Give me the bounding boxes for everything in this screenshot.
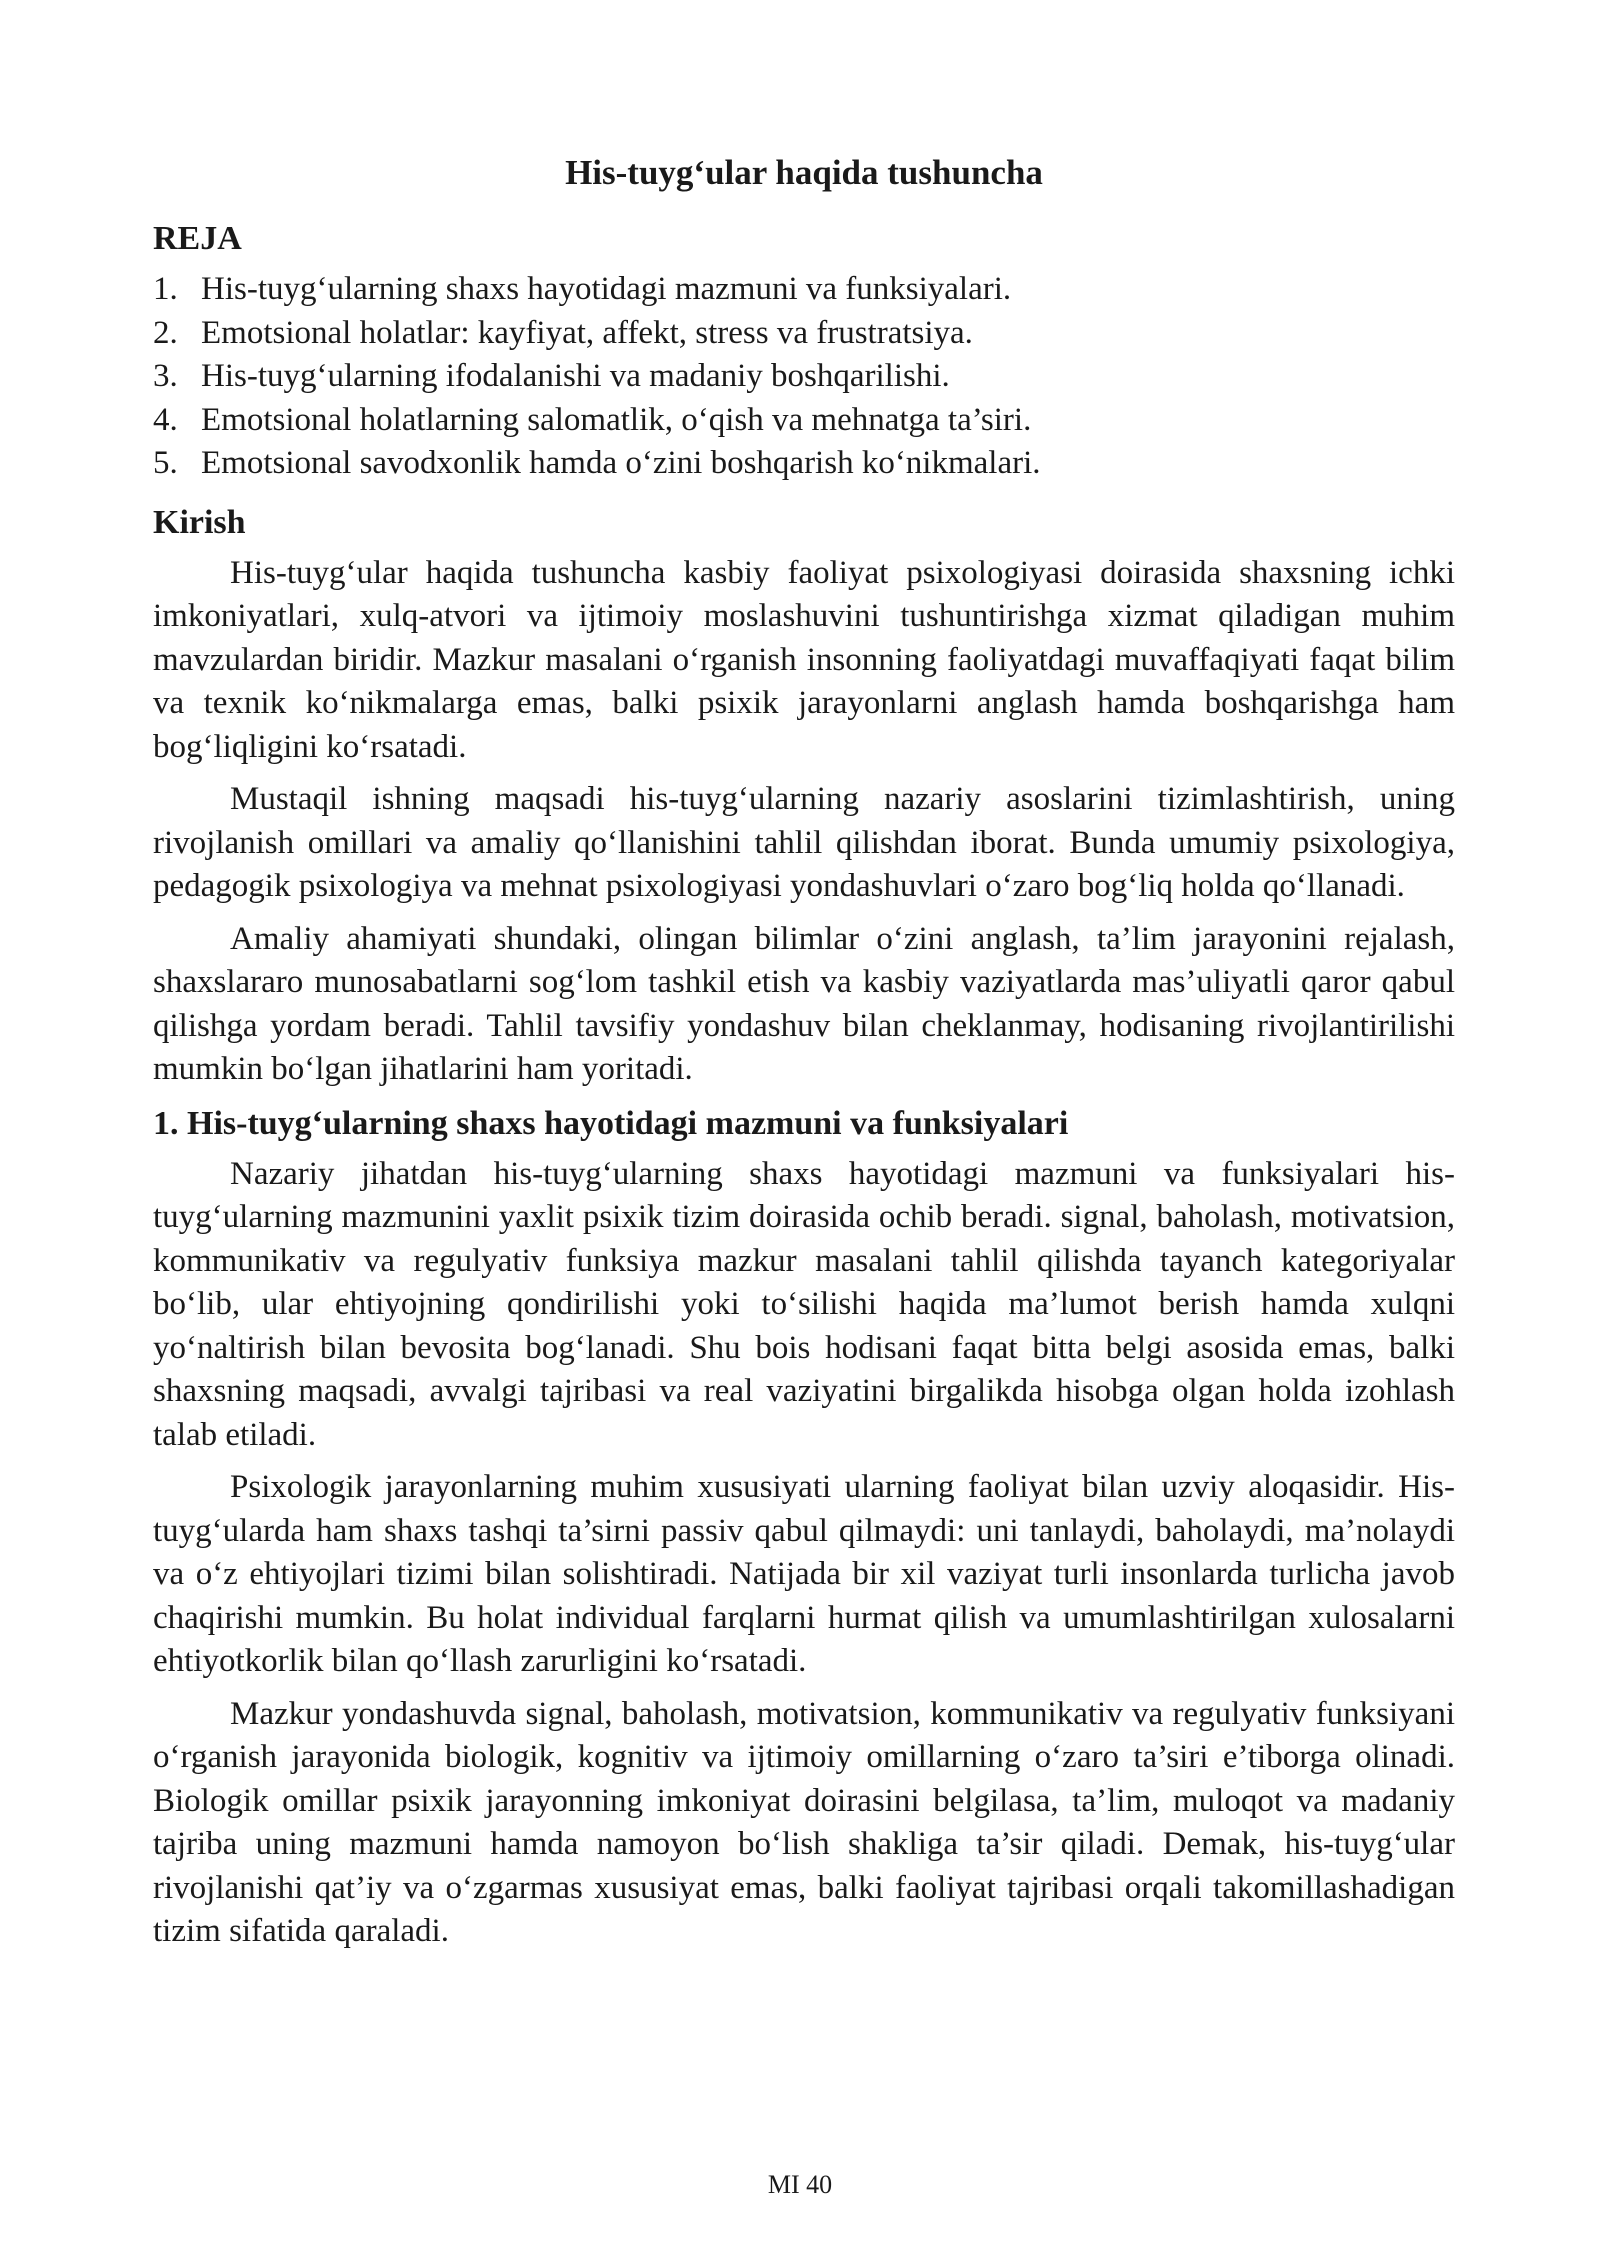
plan-item-text: Emotsional holatlarning salomatlik, o‘qish va mehnatga ta’siri.: [201, 401, 1032, 438]
plan-item: [153, 355, 1455, 399]
intro-paragraph: Mustaqil ishning maqsadi his-tuyg‘ularning nazariy asoslarini tizimlashtirish, uning rivojlanish omillari va amaliy qo‘llanishini tahlil qilishdan iborat. Bunda umumiy psixologiya, pedagogik psixologiya va mehnat psixologiyasi yondashuvlari o‘zaro bog‘liq holda qo‘llanadi.: [153, 781, 1455, 904]
plan-item-number: 1.: [153, 271, 178, 307]
plan-item-text: Emotsional holatlar: kayfiyat, affekt, stress va frustratsiya.: [201, 314, 973, 351]
page-footer: MI 40: [767, 2170, 833, 2199]
plan-item-text: His-tuyg‘ularning ifodalanishi va madaniy boshqarilishi.: [201, 358, 950, 394]
intro-paragraph: Amaliy ahamiyati shundaki, olingan bilimlar o‘zini anglash, ta’lim jarayonini rejalash, shaxslararo munosabatlarni sog‘lom tashkil etish va kasbiy vaziyatlarda mas’uliyatli qaror qabul qilishga yordam beradi. Tahlil tavsifiy yondashuv bilan cheklanmay, hodisaning rivojlantirilishi mumkin bo‘lgan jihatlarini ham yoritadi.: [153, 920, 1455, 1087]
plan-item: [153, 442, 1455, 486]
plan-item: [153, 399, 1455, 443]
plan-item: [153, 268, 1455, 312]
page-title: His-tuyg‘ular haqida tushuncha: [565, 153, 1043, 192]
section-paragraph: Psixologik jarayonlarning muhim xususiyati ularning faoliyat bilan uzviy aloqasidir. His-tuyg‘ularda ham shaxs tashqi ta’sirni passiv qabul qilmaydi: uni tanlaydi, baholaydi, ma’nolaydi va o‘z ehtiyojlari tizimi bilan solishtiradi. Natijada bir xil vaziyat turli insonlarda turlicha javob chaqirishi mumkin. Bu holat individual farqlarni hurmat qilish va umumlashtirilgan xulosalarni ehtiyotkorlik bilan qo‘llash zarurligini ko‘rsatadi.: [153, 1469, 1455, 1679]
plan-item-text: His-tuyg‘ularning shaxs hayotidagi mazmuni va funksiyalari.: [201, 271, 1012, 307]
intro-heading: Kirish: [153, 503, 246, 541]
plan-item-number: 4.: [153, 401, 178, 438]
plan-heading: REJA: [153, 220, 242, 257]
section-paragraph: Mazkur yondashuvda signal, baholash, motivatsion, kommunikativ va regulyativ funksiyani o‘rganish jarayonida biologik, kognitiv va ijtimoiy omillarning o‘zaro ta’siri e’tiborga olinadi. Biologik omillar psixik jarayonning imkoniyat doirasini belgilasa, ta’lim, muloqot va madaniy tajriba uning mazmuni hamda namoyon bo‘lish shakliga ta’sir qiladi. Demak, his-tuyg‘ular rivojlanishi qat’iy va o‘zgarmas xususiyat emas, balki faoliyat tajribasi orqali takomillashadigan tizim sifatida qaraladi.: [153, 1695, 1455, 1949]
section-paragraph: Nazariy jihatdan his-tuyg‘ularning shaxs hayotidagi mazmuni va funksiyalari his-tuyg‘ularning mazmunini yaxlit psixik tizim doirasida ochib beradi. signal, baholash, motivatsion, kommunikativ va regulyativ funksiya mazkur masalani tahlil qilishda tayanch kategoriyalar bo‘lib, ular ehtiyojning qondirilishi yoki to‘silishi haqida ma’lumot berish hamda xulqni yo‘naltirish bilan bevosita bog‘lanadi. Shu bois hodisani faqat bitta belgi asosida emas, balki shaxsning maqsadi, avvalgi tajribasi va real vaziyatini birgalikda hisobga olgan holda izohlash talab etiladi.: [153, 1155, 1455, 1453]
plan-list: [153, 268, 1455, 486]
plan-item: [153, 312, 1455, 356]
section-heading: 1. His-tuyg‘ularning shaxs hayotidagi mazmuni va funksiyalari: [153, 1104, 1069, 1142]
plan-item-number: 2.: [153, 314, 178, 351]
plan-item-number: 3.: [153, 358, 178, 394]
plan-item-number: 5.: [153, 445, 178, 481]
plan-item-text: Emotsional savodxonlik hamda o‘zini boshqarish ko‘nikmalari.: [201, 445, 1041, 481]
intro-paragraph: His-tuyg‘ular haqida tushuncha kasbiy faoliyat psixologiyasi doirasida shaxsning ichki imkoniyatlari, xulq-atvori va ijtimoiy moslashuvini tushuntirishga xizmat qiladigan muhim mavzulardan biridir. Mazkur masalani o‘rganish insonning faoliyatdagi muvaffaqiyati faqat bilim va texnik ko‘nikmalarga emas, balki psixik jarayonlarni anglash hamda boshqarishga ham bog‘liqligini ko‘rsatadi.: [153, 554, 1455, 765]
